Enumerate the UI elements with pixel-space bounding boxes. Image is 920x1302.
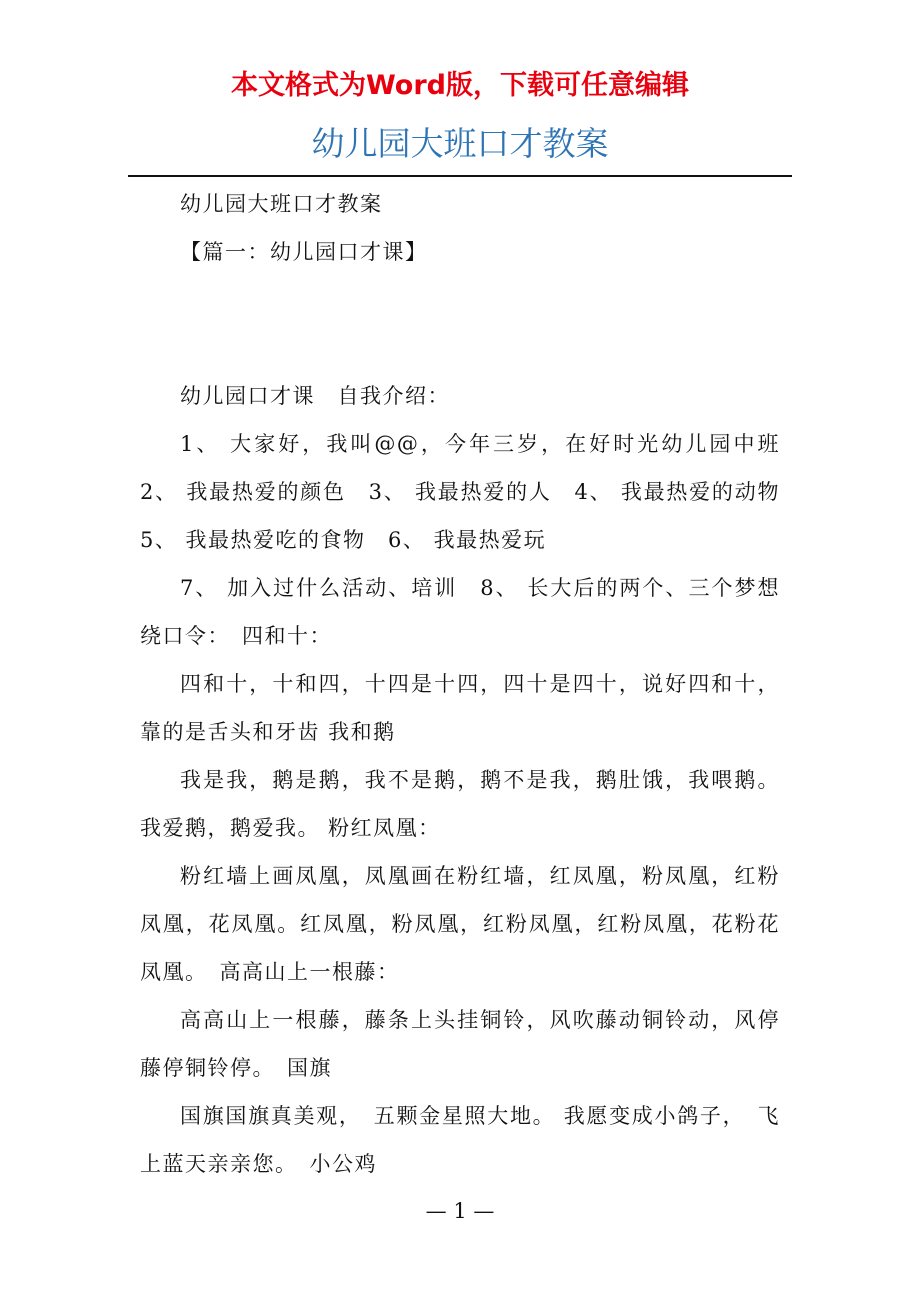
paragraph: 7、 加入过什么活动、培训 8、 长大后的两个、三个梦想 绕口令： 四和十： xyxy=(140,576,803,648)
blank-space xyxy=(140,276,780,372)
paragraph: 粉红墙上画凤凰，凤凰画在粉红墙，红凤凰，粉凤凰，红粉凤凰，花凤凰。红凤凰，粉凤凰，红粉凤凰，红粉凤凰，花粉花凤凰。 高高山上一根藤： xyxy=(140,864,780,984)
paragraph: 1、 大家好，我叫@@，今年三岁，在好时光幼儿园中班 2、 我最热爱的颜色 3、 我最热爱的人 4、 我最热爱的动物 5、 我最热爱吃的食物 6、 我最热爱玩 xyxy=(140,432,803,552)
header-divider xyxy=(128,175,792,177)
paragraph: 我是我，鹅是鹅，我不是鹅，鹅不是我，鹅肚饿，我喂鹅。我爱鹅，鹅爱我。 粉红凤凰： xyxy=(140,768,780,840)
paragraph: 四和十，十和四，十四是十四，四十是四十，说好四和十，靠的是舌头和牙齿 我和鹅 xyxy=(140,672,780,744)
page-number: — 1 — xyxy=(425,1199,495,1223)
section-heading: 【篇一：幼儿园口才课】 xyxy=(180,240,428,264)
paragraph: 国旗国旗真美观， 五颗金星照大地。 我愿变成小鸽子， 飞上蓝天亲亲您。 小公鸡 xyxy=(140,1104,780,1176)
format-notice: 本文格式为Word版，下载可任意编辑 xyxy=(230,70,689,101)
document-title: 幼儿园大班口才教案 xyxy=(311,124,609,163)
body-heading: 幼儿园大班口才教案 xyxy=(180,192,383,216)
document-body xyxy=(140,180,803,1188)
paragraph: 幼儿园口才课 自我介绍： xyxy=(180,384,450,408)
paragraph: 高高山上一根藤，藤条上头挂铜铃，风吹藤动铜铃动，风停藤停铜铃停。 国旗 xyxy=(140,1008,780,1080)
